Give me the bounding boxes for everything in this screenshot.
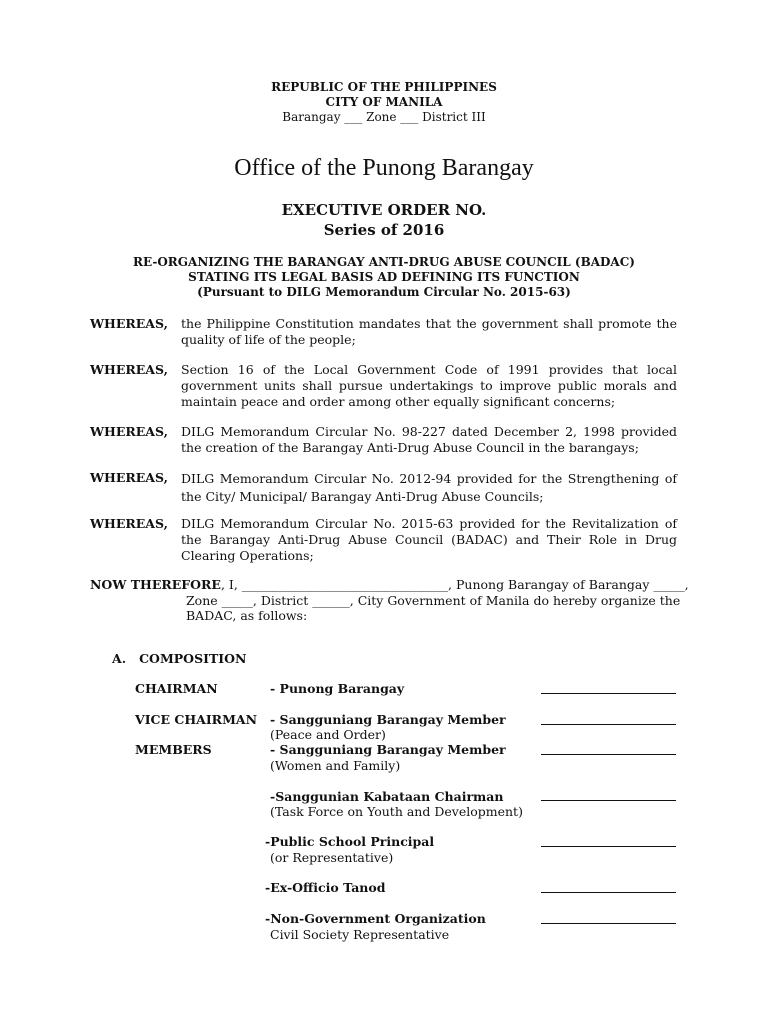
header-republic: REPUBLIC OF THE PHILIPPINES [271,80,497,94]
whereas-clause: DILG Memorandum Circular No. 2015-63 provided for the Revitalization of the Barangay Anti-Drug Abuse Council (BADAC) and Their Role in Drug Clearing Operations; [181,516,677,563]
chairman-role: - Punong Barangay [270,681,405,696]
member-signature-line [541,892,676,893]
subject-line-2: STATING ITS LEGAL BASIS AD DEFINING ITS FUNCTION [188,270,580,284]
member-sub: (Women and Family) [270,758,401,773]
subject-line-1: RE-ORGANIZING THE BARANGAY ANTI-DRUG ABUSE COUNCIL (BADAC) [133,255,635,269]
now-therefore-line-1 [90,577,689,593]
member-sub: Civil Society Representative [270,927,450,942]
whereas-label: WHEREAS, [90,424,168,439]
now-therefore-line-3: BADAC, as follows: [186,608,308,623]
member-signature-line [541,800,676,801]
office-title: Office of the Punong Barangay [234,155,534,181]
whereas-label: WHEREAS, [90,470,168,485]
now-therefore-label: NOW THEREFORE [90,577,221,592]
header-city: CITY OF MANILA [325,95,443,109]
member-role: -Public School Principal [265,834,435,849]
members-label: MEMBERS [135,742,212,757]
whereas-clause: the Philippine Constitution mandates that the government shall promote the quality of life of the people; [181,316,677,347]
subject-line-3: (Pursuant to DILG Memorandum Circular No. 2015-63) [197,285,571,299]
member-sub: (or Representative) [270,850,394,865]
member-signature-line [541,846,676,847]
member-signature-line [541,923,676,924]
vice-chairman-role: - Sangguniang Barangay Member [270,712,506,727]
now-therefore-line-2: Zone _____, District ______, City Government of Manila do hereby organize the [186,593,681,608]
member-role: -Sanggunian Kabataan Chairman [270,789,504,804]
vice-chairman-signature-line [541,724,676,725]
chairman-label: CHAIRMAN [135,681,218,696]
header-barangay: Barangay ___ Zone ___ District III [282,110,486,124]
whereas-label: WHEREAS, [90,362,168,377]
member-role: -Ex-Officio Tanod [265,880,386,895]
vice-chairman-label: VICE CHAIRMAN [135,712,258,727]
member-sub: (Task Force on Youth and Development) [270,804,523,819]
composition-heading: A. COMPOSITION [112,651,247,666]
member-role: - Sangguniang Barangay Member [270,742,506,757]
whereas-label: WHEREAS, [90,316,168,331]
order-series: Series of 2016 [323,221,445,239]
whereas-clause: DILG Memorandum Circular No. 98-227 dated December 2, 1998 provided the creation of the Barangay Anti-Drug Abuse Council in the barangays; [181,424,677,455]
vice-chairman-sub: (Peace and Order) [270,727,386,742]
member-role: -Non-Government Organization [265,911,486,926]
chairman-signature-line [541,693,676,694]
member-signature-line [541,754,676,755]
whereas-label: WHEREAS, [90,516,168,531]
order-title: EXECUTIVE ORDER NO. [281,201,487,219]
whereas-clause: Section 16 of the Local Government Code of 1991 provides that local government units shall pursue undertakings to improve public morals and maintain peace and order among other equally significant concerns; [181,362,677,409]
whereas-clause: DILG Memorandum Circular No. 2012-94 provided for the Strengthening of the City/ Municipal/ Barangay Anti-Drug Abuse Councils; [181,471,677,504]
now-therefore-text: , I, _________________________________, Punong Barangay of Barangay _____, [220,577,689,592]
